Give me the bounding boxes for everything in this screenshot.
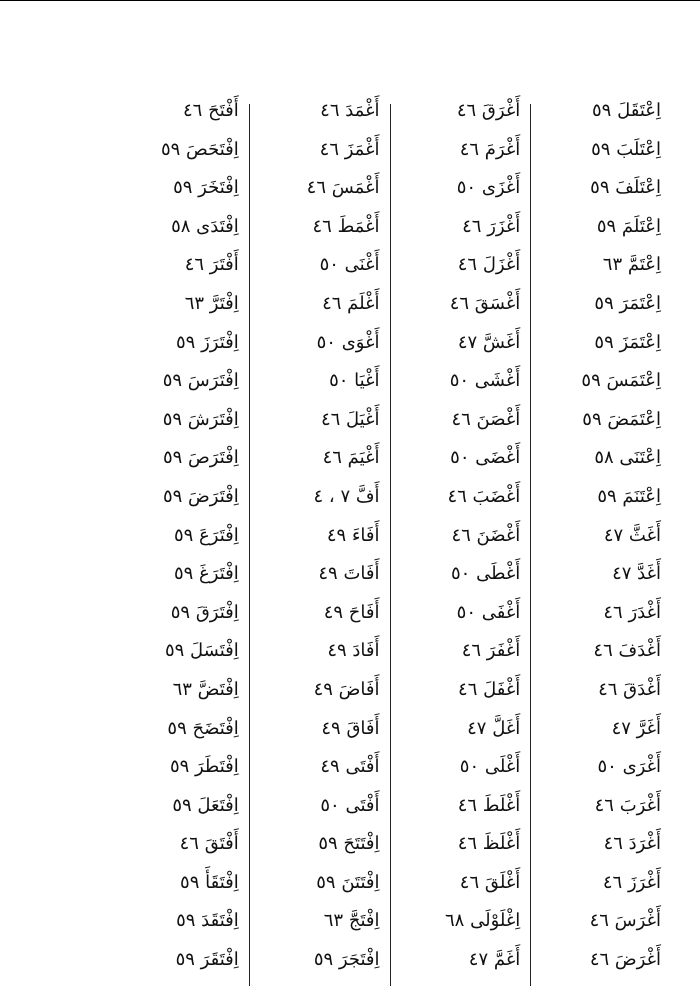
index-entry: أَفَّ ٧ ، ٤ [313, 485, 380, 507]
index-entry: أَغْرَى ٥٠ [597, 756, 661, 778]
entry-list [530, 92, 671, 980]
entry-list [249, 92, 390, 980]
index-entry: أَفْتَرَ ٤٦ [184, 254, 239, 276]
column-3 [249, 92, 390, 992]
index-entry: أَغْيَلَ ٤٦ [320, 408, 380, 430]
index-entry: أَغْدَرَ ٤٦ [603, 601, 661, 623]
index-entry: اِفْتَرَصَ ٥٩ [162, 447, 239, 469]
index-entry: أَغْوَى ٥٠ [316, 331, 380, 353]
index-entry: أَغْدَقَ ٤٦ [598, 678, 661, 700]
index-entry: أَغْسَقَ ٤٦ [449, 292, 521, 314]
index-entry: اِفْتَحَصَ ٥٩ [160, 138, 239, 160]
index-entry: اِفْتَقَأَ ٥٩ [180, 871, 239, 893]
index-entry: أَغْمَدَ ٤٦ [320, 100, 380, 121]
index-entry: أَغْلَظَ ٤٦ [457, 833, 521, 855]
index-entry: اِفْتَرَشَ ٥٩ [162, 408, 239, 430]
column-divider [390, 104, 391, 986]
index-entry: اِفْتَرَقَ ٥٩ [170, 601, 239, 623]
index-entry: أَغْصَنَ ٤٦ [451, 408, 521, 430]
entry-list [390, 92, 531, 980]
index-entry: أَغَرَّ ٤٧ [611, 717, 661, 739]
index-entry: أَغْمَسَ ٤٦ [306, 177, 380, 199]
index-entry: أَفَاضَ ٤٩ [313, 678, 380, 700]
index-entry: أَغَدَّ ٤٧ [612, 563, 661, 585]
index-entry: اِفْتَرَزَ ٥٩ [176, 331, 239, 353]
index-entry: أَغْدَفَ ٤٦ [593, 640, 661, 662]
index-entry: أَفَاءَ ٤٩ [326, 524, 380, 546]
index-entry: أَغْيَمَ ٤٦ [322, 447, 380, 469]
index-entry: أَغْزَلَ ٤٦ [457, 254, 521, 276]
index-entry: أَغْمَزَ ٤٦ [319, 138, 380, 160]
index-entry: أَغْلَقَ ٤٦ [459, 871, 521, 893]
index-entry: اِفْتَعَلَ ٥٩ [172, 794, 239, 816]
index-entry: أَفْتَقَ ٤٦ [179, 833, 239, 855]
index-entry: أَغْلَطَ ٤٦ [457, 794, 521, 816]
index-entry: أَغْرَدَ ٤٦ [603, 833, 661, 855]
index-entry: اِفْتَرَغَ ٥٩ [173, 563, 239, 585]
index-entry: اِعْتَنَمَ ٥٩ [597, 485, 661, 507]
index-entry: أَغْفَلَ ٤٦ [458, 678, 521, 700]
index-entry: أَفَاقَ ٤٩ [321, 717, 380, 739]
index-entry: أَغْضَبَ ٤٦ [447, 485, 521, 507]
index-entry: اِعْتَمَسَ ٥٩ [581, 370, 661, 392]
column-1 [530, 92, 671, 992]
index-entry: أَفَاتَ ٤٩ [318, 563, 380, 585]
index-entry: أَغْضَنَ ٤٦ [451, 524, 521, 546]
index-entry: أَغْيَا ٥٠ [329, 370, 380, 392]
index-entry: أَغْرَبَ ٤٦ [594, 794, 661, 816]
index-entry: اِعْتَمَرَ ٥٩ [594, 292, 661, 314]
index-entry: أَغَمَّ ٤٧ [468, 949, 521, 971]
index-entry: أَغْرَقَ ٤٦ [456, 100, 521, 121]
column-divider [249, 104, 250, 986]
index-entry: أَفْتَى ٥٠ [320, 794, 380, 816]
index-entry: اِفْتَرَّ ٦٣ [184, 292, 239, 314]
index-entry: اِعْتَلَفَ ٥٩ [590, 177, 661, 199]
index-entry: اِفْتَرَسَ ٥٩ [162, 370, 239, 392]
index-entry: أَغَلَّ ٤٧ [467, 717, 521, 739]
index-entry: أَغْلَى ٥٠ [459, 756, 521, 778]
index-entry: اِعْتَمَّ ٦٣ [602, 254, 661, 276]
index-entry: أَفْتَحَ ٤٦ [183, 100, 239, 121]
index-entry: أَغْضَى ٥٠ [450, 447, 521, 469]
index-entry: اِغْلَوْلَى ٦٨ [445, 910, 521, 932]
index-entry: اِفْتَسَلَ ٥٩ [164, 640, 239, 662]
index-entry: أَفَاحَ ٤٩ [323, 601, 380, 623]
index-entry: اِفْتَقَرَ ٥٩ [175, 949, 239, 971]
index-entry: أَغَشَّ ٤٧ [457, 331, 521, 353]
index-entry: اِفْتَجَرَ ٥٩ [313, 949, 380, 971]
index-entry: أَغْرَسَ ٤٦ [589, 910, 661, 932]
index-entry: أَغْزَى ٥٠ [456, 177, 521, 199]
index-entry: أَغْنَى ٥٠ [319, 254, 380, 276]
index-entry: اِفْتَرَعَ ٥٩ [173, 524, 239, 546]
column-4 [108, 92, 249, 992]
index-entry: أَفَادَ ٤٩ [327, 640, 380, 662]
top-rule [0, 0, 700, 1]
index-entry: اِعْتَمَضَ ٥٩ [582, 408, 661, 430]
index-entry: اِفْتَضَّ ٦٣ [172, 678, 239, 700]
index-entry: اِعْتَلَبَ ٥٩ [591, 138, 661, 160]
index-entry: اِعْتَلَمَ ٥٩ [596, 215, 661, 237]
index-entry: اِفْتَخَرَ ٥٩ [173, 177, 239, 199]
index-entry: أَغْرَمَ ٤٦ [459, 138, 521, 160]
index-entry: اِفْتَقَدَ ٥٩ [176, 910, 239, 932]
index-entry: أَغْرَزَ ٤٦ [602, 871, 661, 893]
index-entry: أَغْمَطَ ٤٦ [312, 215, 380, 237]
index-entry: اِعْتَمَزَ ٥٩ [594, 331, 661, 353]
index-entry: أَغْطَى ٥٠ [451, 563, 521, 585]
index-entry: أَغْفَرَ ٤٦ [461, 640, 521, 662]
index-entry: اِفْتَرَضَ ٥٩ [162, 485, 239, 507]
index-entry: اِفْتَجَّ ٦٣ [323, 910, 380, 932]
index-entry: اِفْتَطَرَ ٥٩ [169, 756, 239, 778]
index-entry: أَغْزَرَ ٤٦ [462, 215, 521, 237]
index-entry: أَغْلَمَ ٤٦ [322, 292, 380, 314]
index-table [108, 92, 671, 992]
index-entry: اِفْتَضَحَ ٥٩ [167, 717, 239, 739]
entry-list [108, 92, 249, 980]
index-entry: أَغْفَى ٥٠ [456, 601, 521, 623]
column-2 [390, 92, 531, 992]
index-entry: اِفْتَتَحَ ٥٩ [318, 833, 380, 855]
index-entry: أَغْشَى ٥٠ [449, 370, 521, 392]
index-entry: أَغْرَضَ ٤٦ [589, 949, 661, 971]
index-entry: اِعْتَقَلَ ٥٩ [592, 100, 661, 121]
index-entry: اِعْتَنَى ٥٨ [594, 447, 661, 469]
index-entry: أَغَثَّ ٤٧ [603, 524, 661, 546]
index-entry: اِفْتَدَى ٥٨ [171, 215, 239, 237]
column-divider [530, 104, 531, 986]
index-entry: اِفْتَتَنَ ٥٩ [316, 871, 380, 893]
index-entry: أَفْتَى ٤٩ [320, 756, 380, 778]
